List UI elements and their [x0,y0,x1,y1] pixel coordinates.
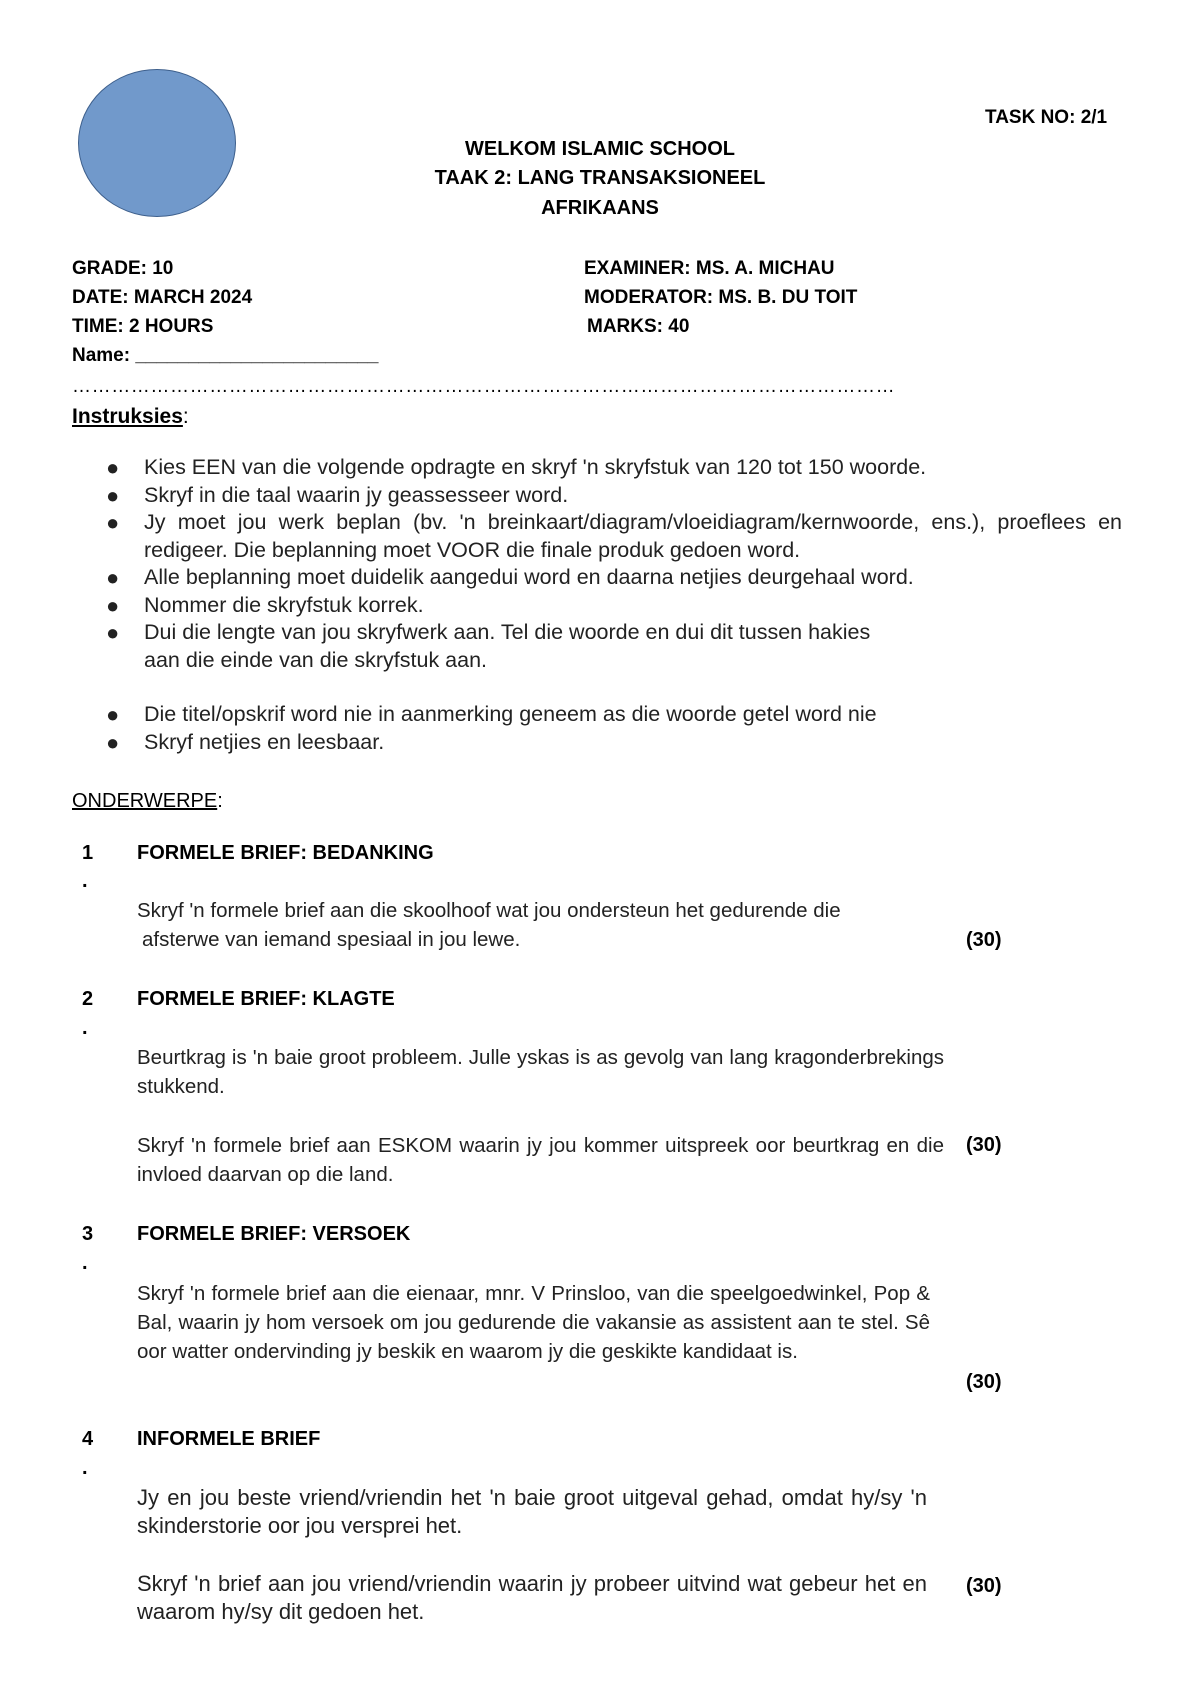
topic-1-text [137,896,944,954]
topic-4-dot: . [82,1457,88,1479]
list-item-text: Die titel/opskrif word nie in aanmerking geneem as die woorde getel word nie [144,702,877,726]
bullet-icon: ● [106,482,120,508]
name-field: Name: _______________________ [72,345,379,366]
topic-1-marks: (30) [966,929,1002,951]
list-item-text: Nommer die skryfstuk korrek. [144,592,424,617]
topics-heading [72,790,223,813]
list-item-text: Alle beplanning moet duidelik aangedui word en daarna netjies deurgehaal word. [144,565,914,589]
moderator: MODERATOR: MS. B. DU TOIT [584,287,858,308]
subject-title: AFRIKAANS [541,197,659,219]
topic-3-marks: (30) [966,1371,1002,1393]
topic-4-title: INFORMELE BRIEF [137,1428,321,1450]
topics-heading-text: ONDERWERPE [72,790,218,812]
topic-3-title: FORMELE BRIEF: VERSOEK [137,1223,411,1245]
topic-3-paragraph-1: Skryf 'n formele brief aan die eienaar, mnr. V Prinsloo, van die speelgoedwinkel, Pop & Bal, waarin jy hom versoek om jou gedurende die vakansie as assistent aan te stel. Sê oor watter ondervinding jy beskik en waarom jy die geskikte kandidaat is. [137,1282,930,1363]
examiner: EXAMINER: MS. A. MICHAU [584,258,835,279]
list-item-text: aan die einde van die skryfstuk aan. [144,647,488,672]
bullet-icon: ● [106,455,120,480]
topic-4-number: 4 [82,1428,94,1450]
dotted-separator: ……………………………………………………………………………………………………………… [72,376,896,397]
bullet-icon: ● [106,592,120,618]
school-name: WELKOM ISLAMIC SCHOOL [465,138,735,160]
topic-1-dot: . [82,870,88,892]
bullet-icon: ● [106,702,120,727]
time: TIME: 2 HOURS [72,316,214,337]
instructions-heading-text: Instruksies [72,405,183,428]
list-item-text: Skryf in die taal waarin jy geassesseer word. [144,482,569,507]
topic-3-dot: . [82,1252,88,1274]
list-item-text: Dui die lengte van jou skryfwerk aan. Tel die woorde en dui dit tussen hakies [144,620,871,644]
topic-2-paragraph-1: Beurtkrag is 'n baie groot probleem. Julle yskas is as gevolg van lang kragonderbrekings stukkend. [137,1046,944,1098]
date: DATE: MARCH 2024 [72,287,253,308]
list-item-continuation [72,647,1122,675]
list-item-text: Skryf netjies en leesbaar. [144,729,385,754]
bullet-icon: ● [106,729,120,755]
list-item [72,454,1122,482]
list-item [72,592,1122,620]
topic-4-paragraph-1: Jy en jou beste vriend/vriendin het 'n baie groot uitgeval gehad, omdat hy/sy 'n skinderstorie oor jou versprei het. [137,1485,927,1538]
topic-2-marks: (30) [966,1134,1002,1156]
list-item-text: Kies EEN van die volgende opdragte en skryf 'n skryfstuk van 120 tot 150 woorde. [144,455,927,479]
list-item-text: Jy moet jou werk beplan (bv. 'n breinkaart/diagram/vloeidiagram/kernwoorde, ens.), proeflees en redigeer. Die beplanning moet VOOR die finale produk gedoen word. [144,510,1122,562]
topic-2-dot: . [82,1017,88,1039]
list-item [72,509,1122,564]
topic-1-number: 1 [82,842,94,864]
bullet-icon: ● [106,565,120,590]
list-item [72,701,1122,729]
bullet-icon: ● [106,620,120,645]
topic-1-line-1: Skryf 'n formele brief aan die skoolhoof wat jou ondersteun het gedurende die [137,899,841,922]
topic-2-title: FORMELE BRIEF: KLAGTE [137,988,395,1010]
topic-2-paragraph-2: Skryf 'n formele brief aan ESKOM waarin jy jou kommer uitspreek oor beurtkrag en die invloed daarvan op die land. [137,1134,944,1186]
grade: GRADE: 10 [72,258,174,279]
topic-4-paragraph-2: Skryf 'n brief aan jou vriend/vriendin waarin jy probeer uitvind wat gebeur het en waarom hy/sy dit gedoen het. [137,1571,927,1624]
instructions-colon: : [182,405,189,428]
bullet-icon: ● [106,510,120,535]
topic-3-number: 3 [82,1223,94,1245]
topic-4-marks: (30) [966,1575,1002,1597]
instructions-heading [72,405,189,429]
list-item [72,729,1122,757]
topic-1-line-2: afsterwe van iemand spesiaal in jou lewe. [142,928,521,951]
task-number: TASK NO: 2/1 [985,107,1108,128]
task-title: TAAK 2: LANG TRANSAKSIONEEL [434,167,766,189]
list-item [72,619,1122,647]
topic-1-title: FORMELE BRIEF: BEDANKING [137,842,434,864]
list-item [72,564,1122,592]
topic-2-number: 2 [82,988,94,1010]
list-item [72,482,1122,510]
total-marks: MARKS: 40 [587,316,690,337]
instructions-list [72,454,1122,756]
topics-colon: : [217,790,223,812]
